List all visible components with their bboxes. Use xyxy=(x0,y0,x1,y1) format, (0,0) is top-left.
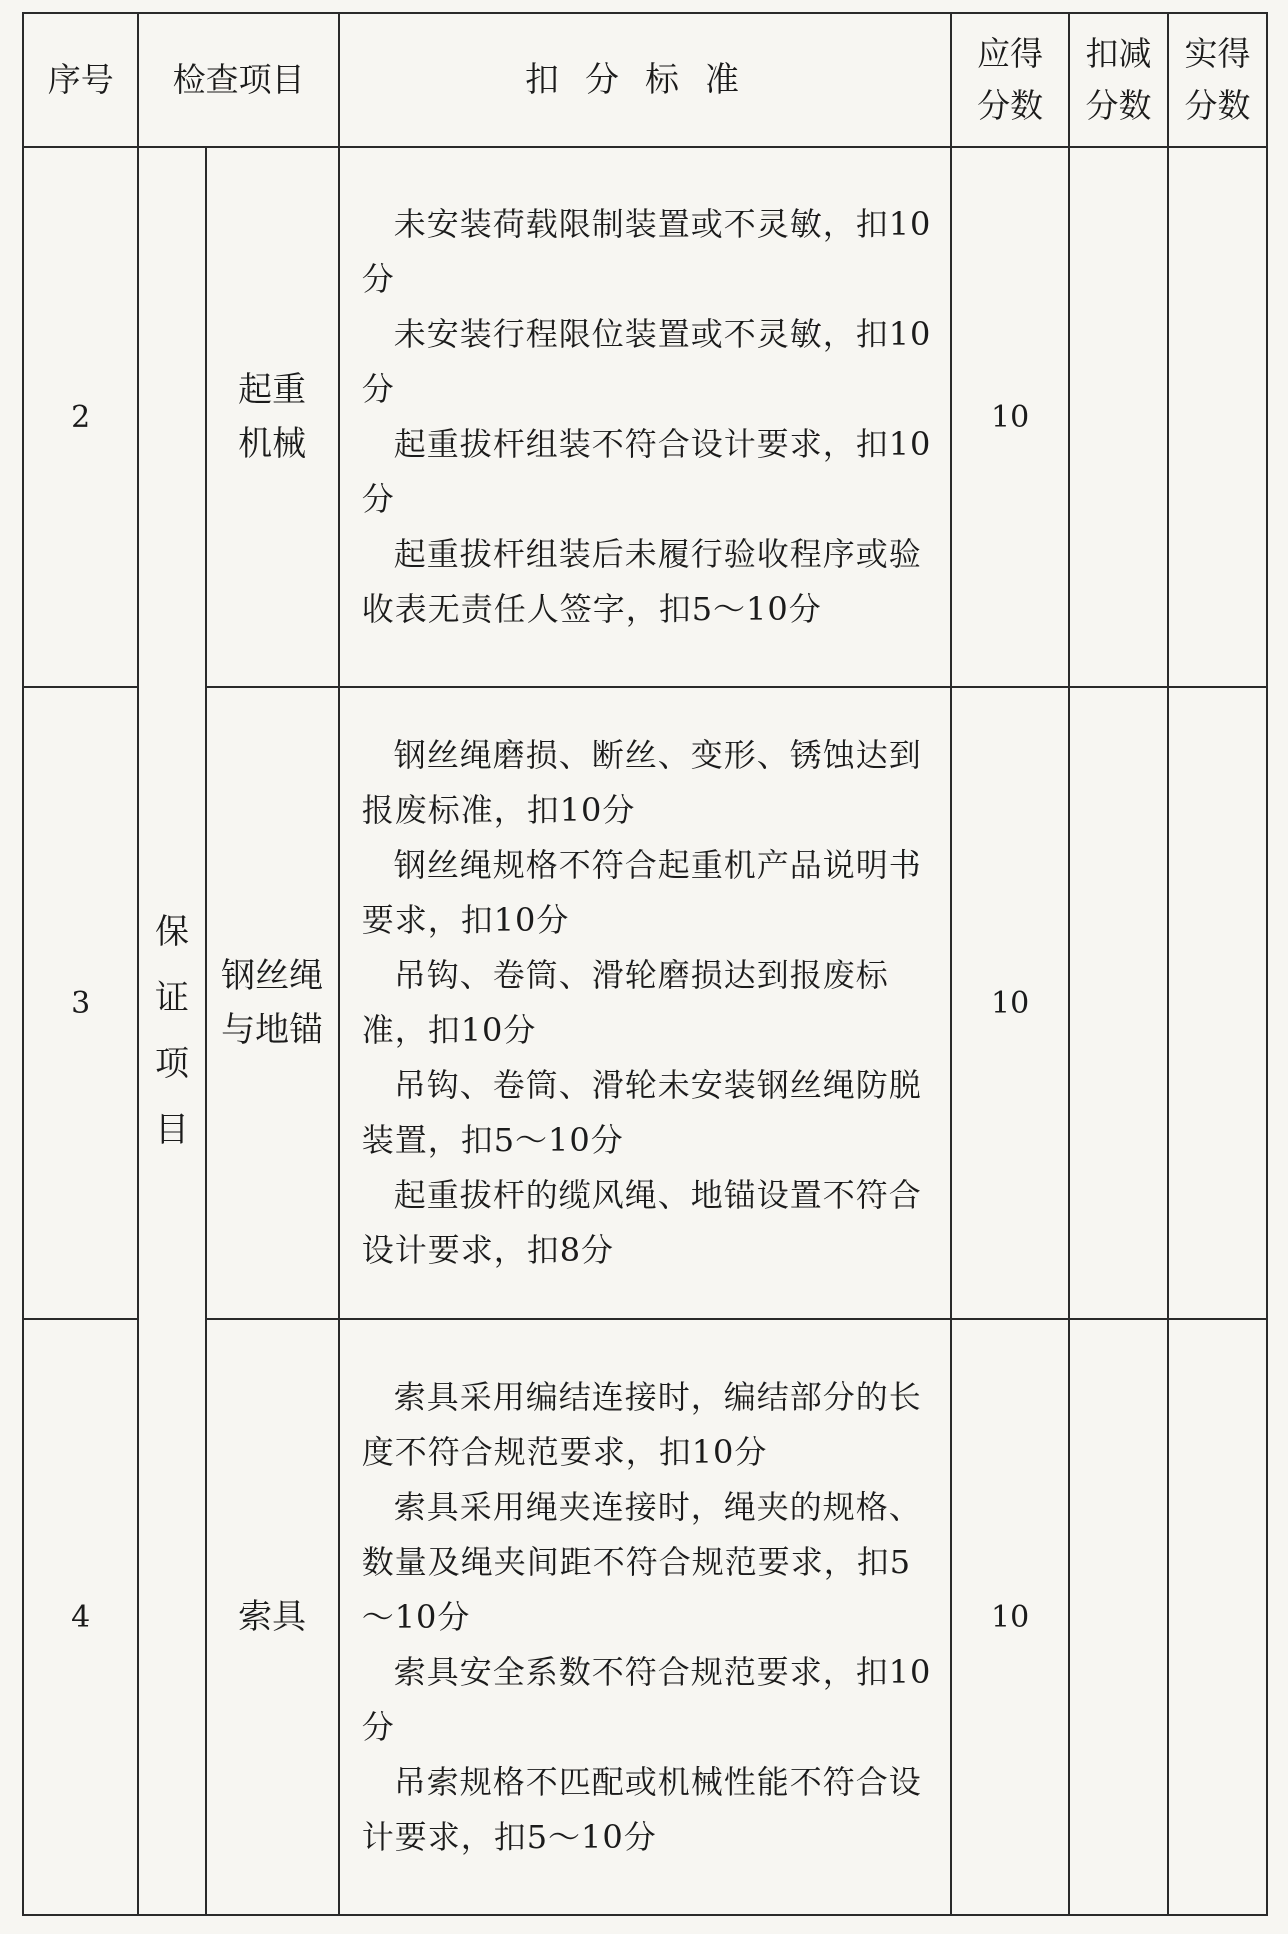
row-standards xyxy=(339,1319,952,1915)
table-row xyxy=(23,1319,1267,1915)
row-actual-score xyxy=(1168,1319,1267,1915)
header-deduct-score xyxy=(1069,13,1168,147)
standard-line: 起重拔杆的缆风绳、地锚设置不符合设计要求，扣8分 xyxy=(361,1176,922,1269)
header-actual-line1: 实得 xyxy=(1184,34,1251,73)
row-item-cell xyxy=(206,147,339,687)
header-deduct-line1: 扣减 xyxy=(1085,34,1152,73)
standard-line: 吊钩、卷筒、滑轮磨损达到报废标准，扣10分 xyxy=(361,956,889,1049)
row-should-score: 10 xyxy=(951,147,1069,687)
inspection-table xyxy=(22,12,1268,1916)
category-label: 保证项目 xyxy=(155,912,189,1150)
header-actual-score xyxy=(1168,13,1267,147)
row-seq: 3 xyxy=(23,687,138,1319)
row-item-cell xyxy=(206,687,339,1319)
header-standard: 扣分标准 xyxy=(339,13,952,147)
row-actual-score xyxy=(1168,687,1267,1319)
row-standards xyxy=(339,147,952,687)
row-seq: 4 xyxy=(23,1319,138,1915)
standard-line: 起重拔杆组装不符合设计要求，扣10分 xyxy=(361,425,932,518)
row-should-score: 10 xyxy=(951,1319,1069,1915)
header-seq: 序号 xyxy=(23,13,138,147)
header-row xyxy=(23,13,1267,147)
standard-line: 索具采用编结连接时，编结部分的长度不符合规范要求，扣10分 xyxy=(361,1377,922,1471)
row-item: 索具 xyxy=(206,1319,339,1915)
header-should-score xyxy=(951,13,1069,147)
header-deduct-line2: 分数 xyxy=(1085,86,1152,125)
header-should-score-line1: 应得 xyxy=(977,34,1044,73)
category-cell xyxy=(138,147,205,1915)
standard-line: 吊钩、卷筒、滑轮未安装钢丝绳防脱装置，扣5～10分 xyxy=(361,1066,922,1159)
table-row xyxy=(23,687,1267,1319)
row-actual-score xyxy=(1168,147,1267,687)
standard-line: 未安装行程限位装置或不灵敏，扣10分 xyxy=(361,315,932,408)
standard-line: 吊索规格不匹配或机械性能不符合设计要求，扣5～10分 xyxy=(361,1762,922,1856)
standard-line: 钢丝绳磨损、断丝、变形、锈蚀达到报废标准，扣10分 xyxy=(361,736,922,829)
row-should-score: 10 xyxy=(951,687,1069,1319)
row-deduct-score xyxy=(1069,687,1168,1319)
row-deduct-score xyxy=(1069,147,1168,687)
row-deduct-score xyxy=(1069,1319,1168,1915)
row-seq: 2 xyxy=(23,147,138,687)
standard-line: 索具安全系数不符合规范要求，扣10分 xyxy=(361,1652,932,1746)
row-item: 钢丝绳与地锚 xyxy=(221,956,324,1050)
standard-line: 未安装荷载限制装置或不灵敏，扣10分 xyxy=(361,205,932,298)
header-should-score-line2: 分数 xyxy=(977,86,1044,125)
table-row xyxy=(23,147,1267,687)
header-actual-line2: 分数 xyxy=(1184,86,1251,125)
row-item: 起重机械 xyxy=(238,370,307,464)
standard-line: 索具采用绳夹连接时，绳夹的规格、数量及绳夹间距不符合规范要求，扣5～10分 xyxy=(361,1487,922,1636)
standard-line: 钢丝绳规格不符合起重机产品说明书要求，扣10分 xyxy=(361,846,922,939)
inspection-table-page xyxy=(22,12,1268,1912)
row-standards xyxy=(339,687,952,1319)
header-check-item: 检查项目 xyxy=(138,13,338,147)
standard-line: 起重拔杆组装后未履行验收程序或验收表无责任人签字，扣5～10分 xyxy=(361,535,922,628)
